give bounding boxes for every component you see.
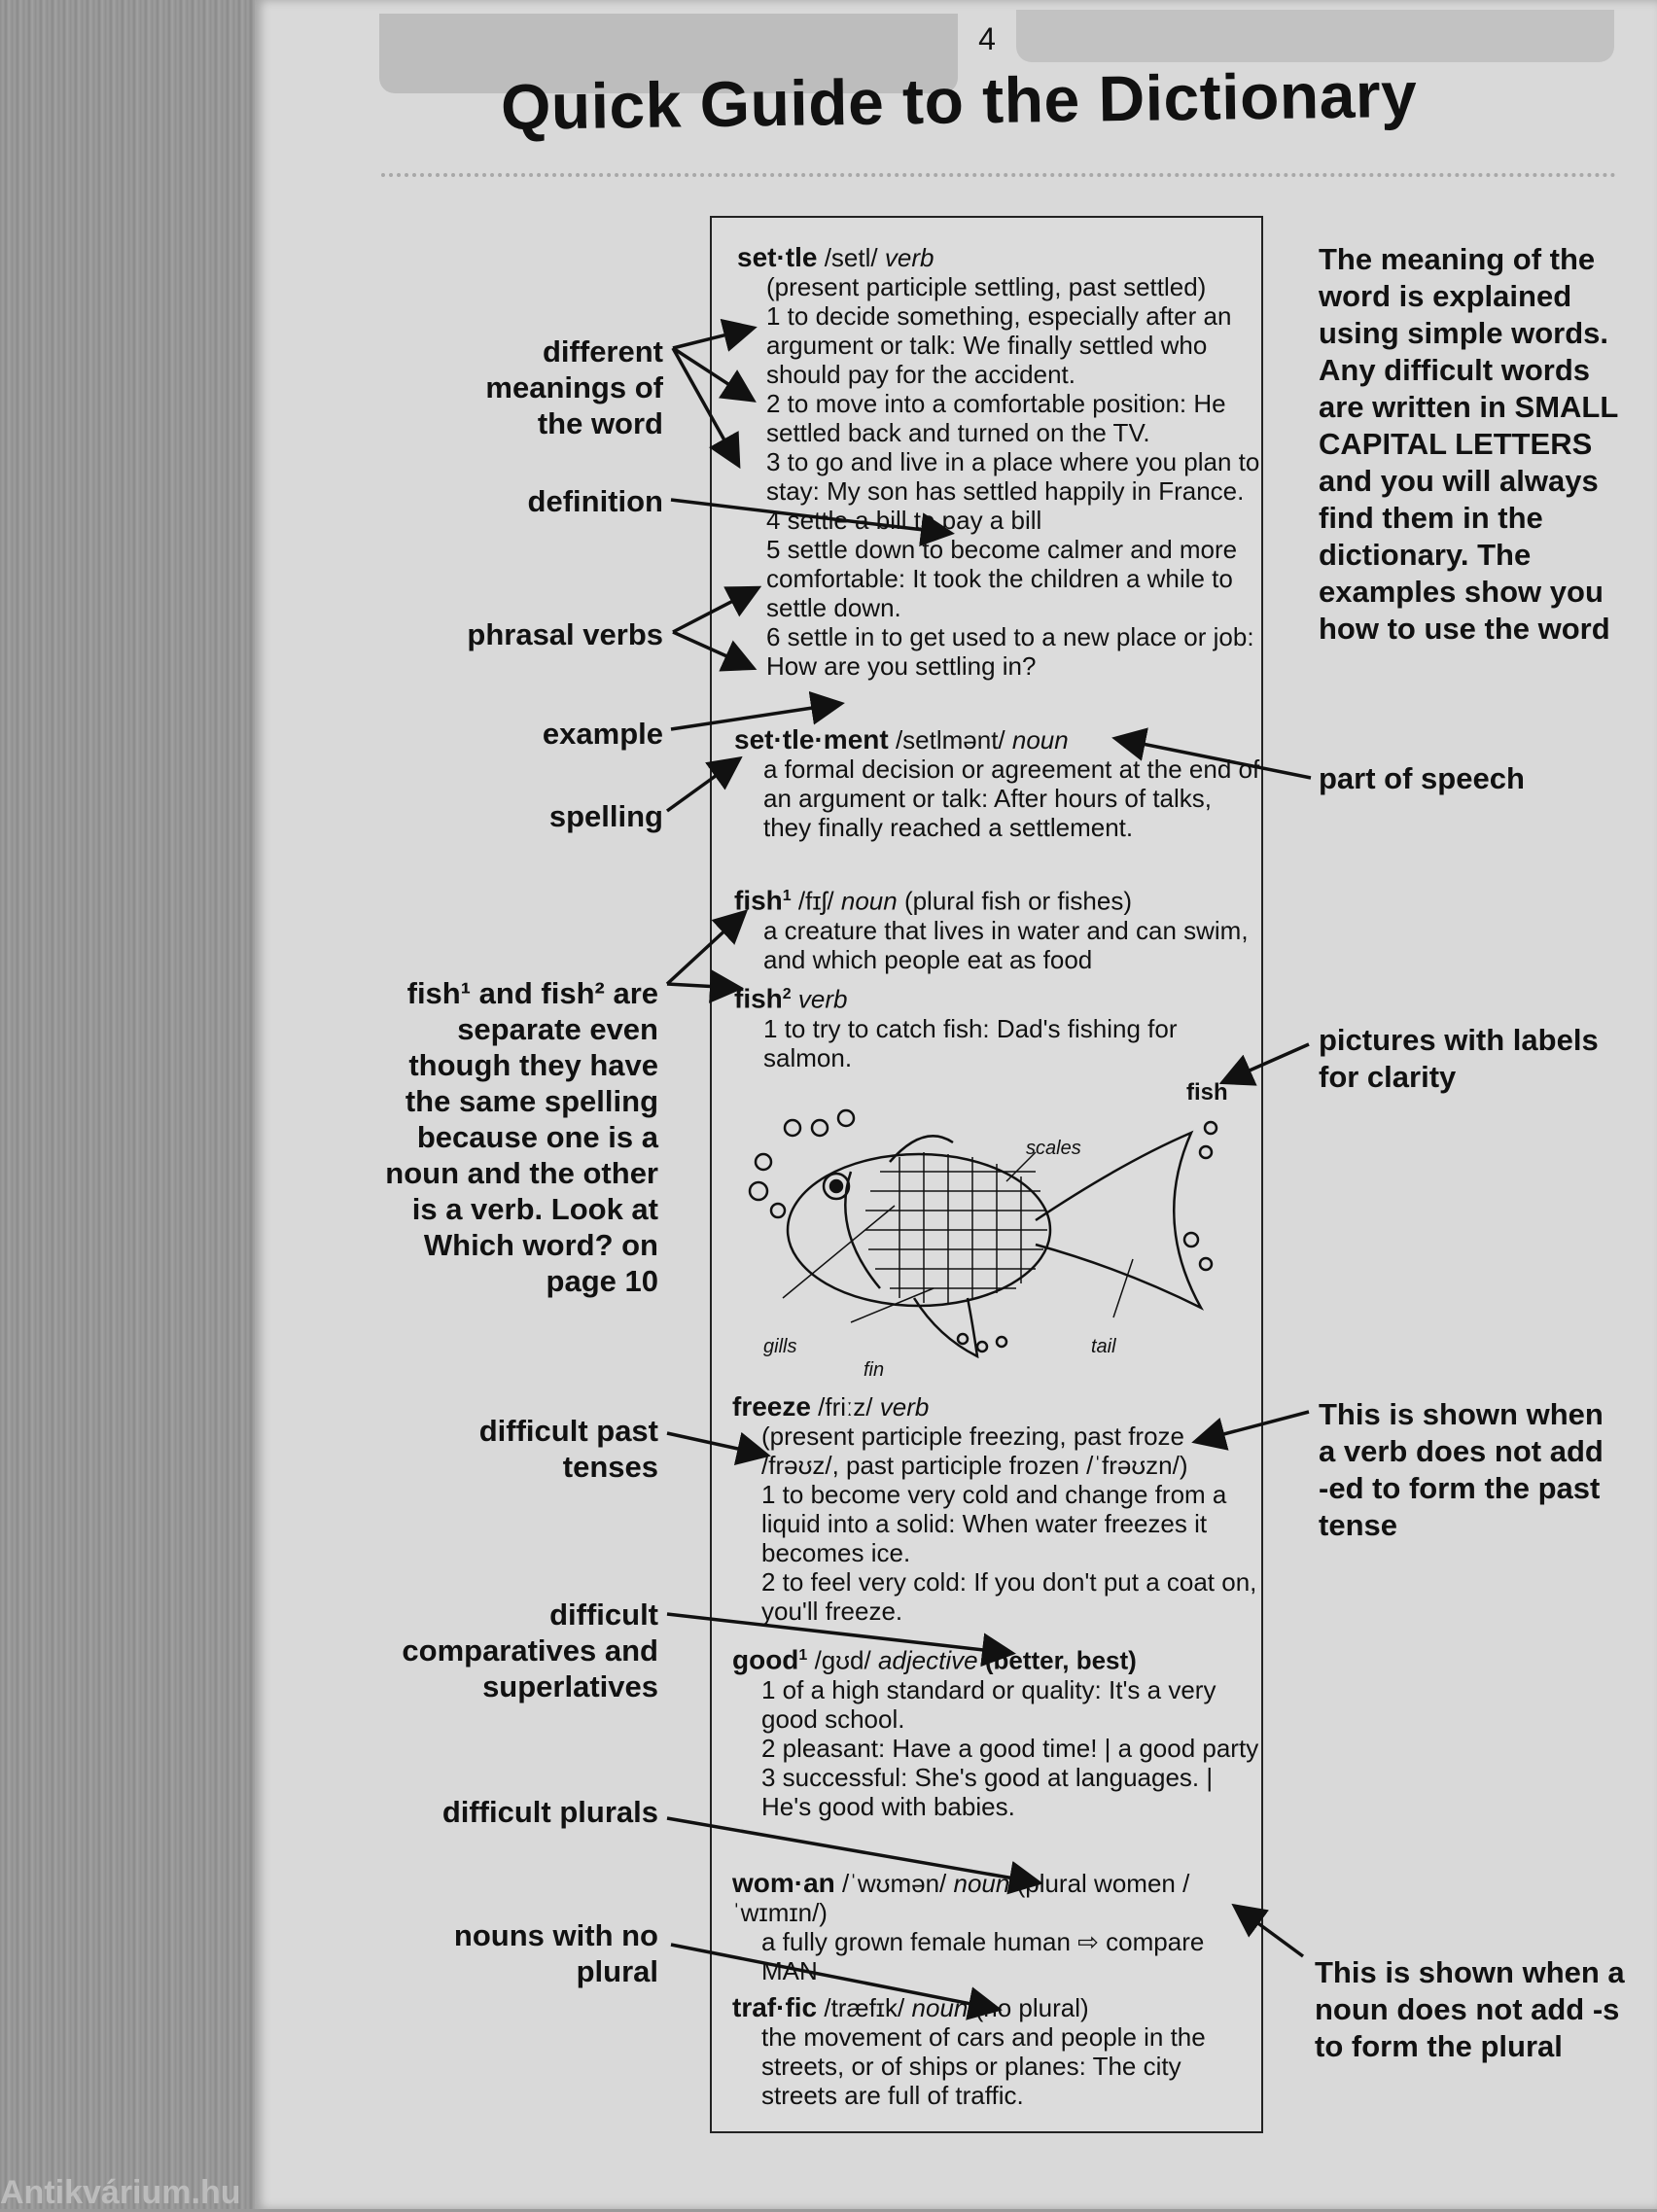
homograph-number: 2 [782,986,792,1002]
part-of-speech: noun [1011,725,1069,755]
part-of-speech: verb [884,243,934,272]
pronunciation: /setlmənt/ [895,725,1005,755]
verb-forms: (present participle freezing, past froze /frəʊz/, past participle frozen /ˈfrəʊzn/) [761,1422,1188,1480]
label-different-meanings: different meanings of the word [485,334,663,440]
part-of-speech: noun [911,1993,969,2022]
label-irregular-past: This is shown when a verb does not add -ed to form the past tense [1319,1397,1604,1542]
fish-label-scales: scales [1026,1138,1081,1159]
sense: 4 settle a bill to pay a bill [766,506,1042,535]
pronunciation: /træfɪk/ [824,1993,905,2022]
part-of-speech: noun [840,886,898,916]
pronunciation: /friːz/ [818,1392,873,1422]
fish-label-gills: gills [763,1336,797,1357]
comparative-forms: (better, best) [984,1645,1137,1675]
label-comparatives-superlatives: difficult comparatives and superlatives [402,1598,658,1703]
fish-illustration [744,1104,1250,1395]
sense: 2 to move into a comfortable position: He settled back and turned on the TV. [766,389,1226,447]
usage-note: (no plural) [974,1993,1089,2022]
label-definition: definition [527,484,663,518]
definition: the movement of cars and people in the streets, or of ships or planes: The city streets are full of traffic. [761,2022,1206,2110]
page-number: 4 [978,21,996,56]
page-title: Quick Guide to the Dictionary [500,57,1418,143]
verb-forms: (present participle settling, past settled) [766,272,1207,301]
label-irregular-plural: This is shown when a noun does not add -s to form the plural [1315,1955,1625,2063]
definition: a formal decision or agreement at the end of an argument or talk: After hours of talks, they finally reached a settlement. [763,755,1260,842]
entry-woman [732,1869,1262,1985]
pronunciation: /gʊd/ [814,1645,871,1675]
sense: 3 successful: She's good at languages. | He's good with babies. [761,1762,1214,1821]
entry-fish-2 [734,980,1264,1072]
headword: good [732,1644,799,1675]
entry-traffic [732,1993,1262,2110]
dotted-divider [381,173,1616,177]
label-spelling: spelling [548,799,663,833]
label-pictures: pictures with labels for clarity [1319,1023,1599,1094]
label-meaning-explained: The meaning of the word is explained using simple words. Any difficult words are written in SMALL CAPITAL LETTERS and you will always find them in the dictionary. The examples show you how to use the word [1319,242,1618,646]
header-band-right [1016,10,1614,62]
part-of-speech: adjective [877,1645,978,1675]
plural-forms: (plural fish or fishes) [903,886,1133,916]
sense: 5 settle down to become calmer and more comfortable: It took the children a while to settle down. [766,535,1238,622]
sense: 3 to go and live in a place where you plan to stay: My son has settled happily in France. [766,447,1260,506]
plural-forms: (plural women /ˈwɪmɪn/) [732,1869,1190,1927]
pronunciation: /ˈwʊmən/ [842,1869,947,1898]
part-of-speech: verb [797,984,848,1014]
label-part-of-speech: part of speech [1319,761,1525,795]
definition: a creature that lives in water and can swim, and which people eat as food [763,915,1249,974]
sense: 6 settle in to get used to a new place or job: How are you settling in? [766,622,1254,681]
watermark: Antikvárium.hu [0,2174,241,2211]
headword: set·tle [737,242,818,272]
pronunciation: /fɪʃ/ [797,886,834,916]
headword: set·tle·ment [734,724,889,755]
homograph-number: 1 [798,1647,808,1664]
entry-freeze [732,1392,1262,1626]
homograph-number: 1 [782,888,792,904]
headword: traf·fic [732,1992,818,2022]
label-nouns-no-plural: nouns with no plural [453,1918,658,1988]
sense: 1 to try to catch fish: Dad's fishing for salmon. [763,1013,1178,1072]
label-phrasal-verbs: phrasal verbs [467,617,663,651]
background-desk [0,0,255,2209]
headword: freeze [732,1391,811,1422]
headword: fish [734,983,783,1014]
sense: 1 to become very cold and change from a liquid into a solid: When water freezes it becomes ice. [761,1480,1227,1567]
label-fish-homographs: fish¹ and fish² are separate even though they have the same spelling because one is a noun and the other is a verb. Look at Which word? on page 10 [385,976,658,1298]
sense: 2 pleasant: Have a good time! | a good party [761,1733,1259,1763]
sense: 1 of a high standard or quality: It's a very good school. [761,1674,1216,1734]
fish-label-fin: fin [864,1359,885,1381]
label-difficult-past-tenses: difficult past tenses [478,1414,658,1484]
part-of-speech: noun [953,1869,1010,1898]
entry-fish-1 [734,882,1264,974]
pronunciation: /setl/ [824,243,878,272]
entry-good [732,1641,1262,1821]
sense: 1 to decide something, especially after an argument or talk: We finally settled who should pay for the accident. [766,301,1232,389]
headword: wom·an [732,1868,835,1898]
entry-settle [737,243,1267,681]
headword: fish [734,885,783,916]
sense: 2 to feel very cold: If you don't put a coat on, you'll freeze. [761,1567,1257,1626]
fish-picture-caption: fish [1186,1079,1228,1106]
definition: a fully grown female human ⇨ compare MAN [761,1927,1205,1985]
part-of-speech: verb [879,1392,930,1422]
label-difficult-plurals: difficult plurals [441,1795,658,1829]
fish-label-tail: tail [1091,1336,1116,1357]
label-example: example [542,717,663,751]
entry-settlement [734,725,1264,842]
